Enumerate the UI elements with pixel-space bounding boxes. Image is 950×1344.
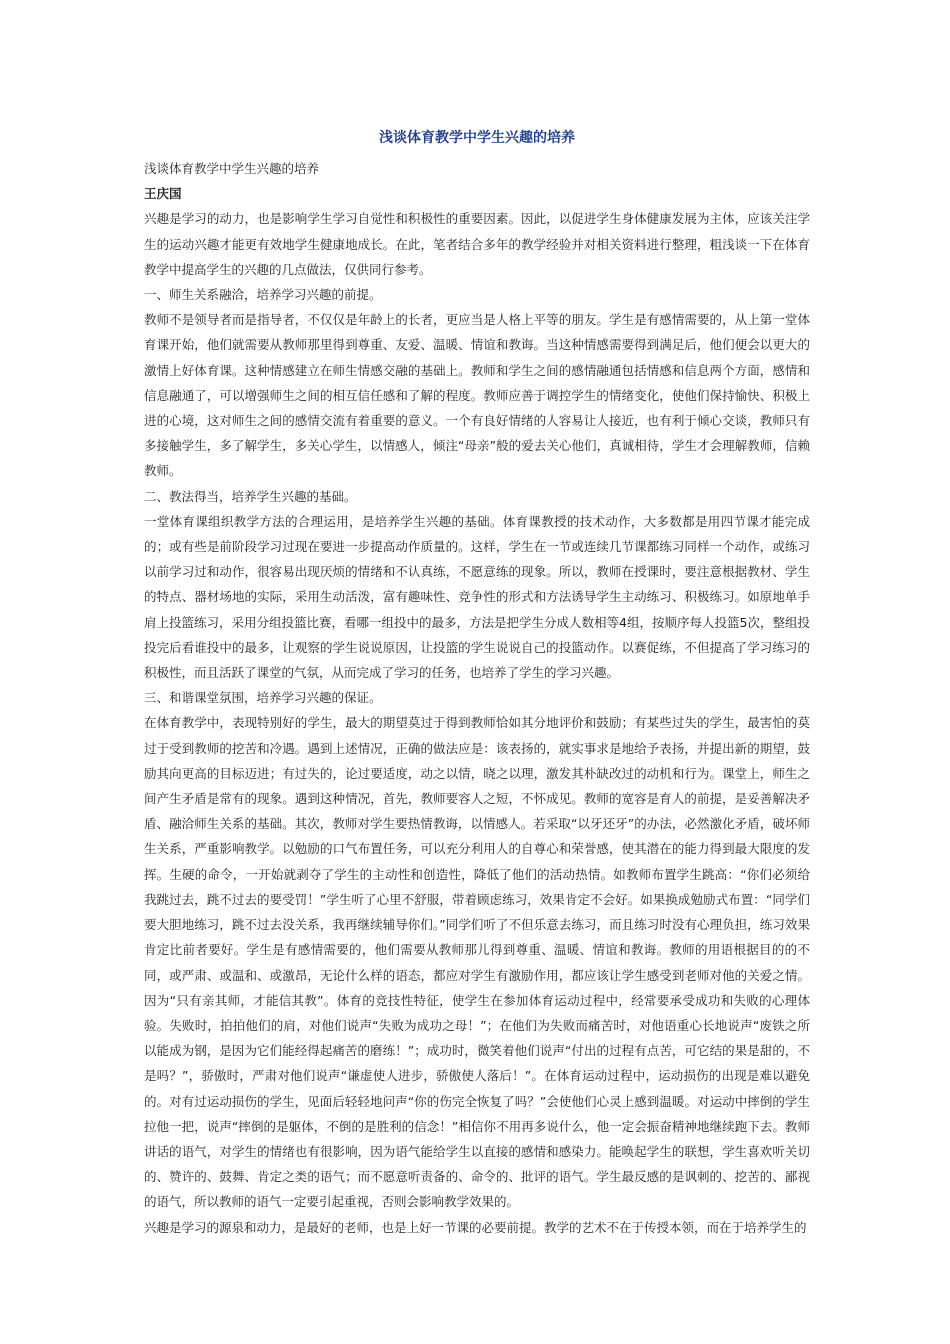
intro-paragraph: 兴趣是学习的动力，也是影响学生学习自觉性和积极性的重要因素。因此，以促进学生身体健康发展为主体，应该关注学生的运动兴趣才能更有效地学生健康地成长。在此，笔者结合多年的教学经验并对相关资料进行整理，粗浅谈一下在体育教学中提高学生的兴趣的几点做法，仅供同行参考。 [144, 211, 810, 277]
section-paragraph-3: 在体育教学中，表现特别好的学生，最大的期望莫过于得到教师恰如其分地评价和鼓励；有某些过失的学生，最害怕的莫过于受到教师的挖苦和冷遇。遇到上述情况，正确的做法应是：该表扬的，就实事求是地给予表扬，并提出新的期望，鼓励其向更高的目标迈进；有过失的，论过要适度，动之以情，晓之以理，激发其朴缺改过的动机和行为。课堂上，师生之间产生矛盾是常有的现象。遇到这种情况，首先，教师要容人之短，不怀成见。教师的宽容是育人的前提，是妥善解决矛盾、融洽师生关系的基础。其次，教师对学生要热情教诲，以情感人。若采取“以牙还牙”的办法，必然激化矛盾，破坏师生关系，严重影响教学。以勉励的口气布置任务，可以充分利用人的自尊心和荣誉感，使其潜在的能力得到最大限度的发挥。生硬的命令，一开始就剥夺了学生的主动性和创造性，降低了他们的活动热情。如教师布置学生跳高：“你们必须给我跳过去，跳不过去的要受罚！”学生听了心里不舒服，带着顾虑练习，效果肯定不会好。如果换成勉励式布置：“同学们要大胆地练习，跳不过去没关系，我再继续辅导你们。”同学们听了不但乐意去练习，而且练习时没有心理负担，练习效果肯定比前者要好。学生是有感情需要的，他们需要从教师那儿得到尊重、温暖、情谊和教诲。教师的用语根据目的的不同，或严肃、或温和、或激昂，无论什么样的语态，都应对学生有激励作用，都应该让学生感受到老师对他的关爱之情。因为“只有亲其师，才能信其教”。体育的竞技性特征，使学生在参加体育运动过程中，经常要承受成功和失败的心理体验。失败时，拍拍他们的肩，对他们说声“失败为成功之母！”；在他们为失败而痛苦时，对他语重心长地说声“废铁之所以能成为钢，是因为它们能经得起痛苦的磨练！”；成功时，微笑着他们说声“付出的过程有点苦，可它结的果是甜的，不是吗？”，骄傲时，严肃对他们说声“谦虚使人进步，骄傲使人落后！”。在体育运动过程中，运动损伤的出现是难以避免的。对有过运动损伤的学生，见面后轻轻地问声“你的伤完全恢复了吗？”会使他们心灵上感到温暖。对运动中摔倒的学生拉他一把，说声“摔倒的是躯体，不倒的是胜利的信念！”相信你不用再多说什么，他一定会振奋精神地继续跑下去。教师讲话的语气，对学生的情绪也有很影响，因为语气能给学生以直接的感情和感染力。能唤起学生的联想，学生喜欢听关切的、赞许的、鼓舞、肯定之类的语气；而不愿意听责备的、命令的、批评的语气。学生最反感的是讽刺的、挖苦的、鄙视的语气，所以教师的语气一定要引起重视，否则会影响教学效果的。 [144, 715, 810, 1210]
section-heading-1: 一、师生关系融洽，培养学习兴趣的前提。 [144, 287, 382, 303]
closing-paragraph: 兴趣是学习的源泉和动力，是最好的老师，也是上好一节课的必要前提。教学的艺术不在于传授本领，而在于培养学生的 [144, 1219, 807, 1235]
section-paragraph-2: 一堂体育课组织教学方法的合理运用，是培养学生兴趣的基础。体育课教授的技术动作，大多数都是用四节课才能完成的；或有些是前阶段学习过现在要进一步提高动作质量的。这样，学生在一节或连续几节课都练习同样一个动作，或练习以前学习过和动作，很容易出现厌烦的情绪和不认真练，不愿意练的现象。所以，教师在授课时，要注意根据教材、学生的特点、器材场地的实际，采用生动活泼，富有趣味性、竞争性的形式和方法诱导学生主动练习、积极练习。如原地单手肩上投篮练习，采用分组投篮比赛，看哪一组投中的最多，方法是把学生分成人数相等4组，按顺序每人投篮5次，整组投投完后看谁投中的最多，让观察的学生说说原因，让投篮的学生说说自己的投篮动作。以赛促练，不但提高了学习练习的积极性，而且活跃了课堂的气氛，从而完成了学习的任务，也培养了学生的学习兴趣。 [144, 513, 810, 681]
section-paragraph-1: 教师不是领导者而是指导者，不仅仅是年龄上的长者，更应当是人格上平等的朋友。学生是有感情需要的，从上第一堂体育课开始，他们就需要从教师那里得到尊重、友爱、温暖、情谊和教诲。当这种情感需要得到满足后，他们便会以更大的激情上好体育课。这种情感建立在师生情感交融的基础上。教师和学生之间的感情融通包括情感和信息两个方面，感情和信息融通了，可以增强师生之间的相互信任感和了解的程度。教师应善于调控学生的情绪变化，使他们保持愉快、积极上进的心境，这对师生之间的感情交流有着重要的意义。一个有良好情绪的人容易让人接近，也有利于倾心交谈，教师只有多接触学生，多了解学生，多关心学生，以情感人，倾注“母亲”般的爱去关心他们，真诚相待，学生才会理解教师，信赖教师。 [144, 312, 810, 479]
document-page [144, 126, 810, 1240]
author-name: 王庆国 [144, 186, 182, 202]
section-heading-3: 三、和谐课堂氛围，培养学习兴趣的保证。 [144, 690, 382, 706]
section-heading-2: 二、教法得当，培养学生兴趣的基础。 [144, 488, 357, 504]
document-title: 浅谈体育教学中学生兴趣的培养 [379, 130, 575, 146]
document-subtitle: 浅谈体育教学中学生兴趣的培养 [144, 161, 320, 176]
